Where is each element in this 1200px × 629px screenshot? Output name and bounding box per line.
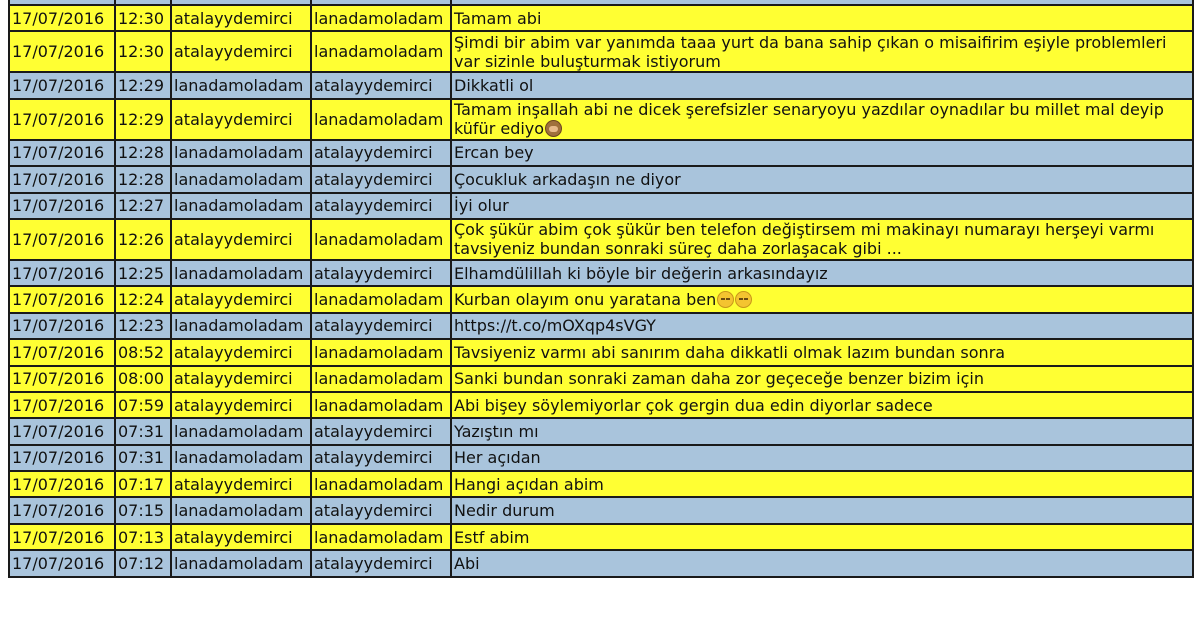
- recipient-cell: lanadamoladam: [311, 392, 451, 418]
- date-cell: 17/07/2016: [9, 31, 115, 72]
- message-cell: [451, 550, 1193, 576]
- message-text: Yazıştın mı: [454, 421, 539, 441]
- table-row: [9, 140, 1193, 166]
- message-text: Elhamdülillah ki böyle bir değerin arkasındayız: [454, 263, 828, 283]
- recipient-cell: lanadamoladam: [311, 219, 451, 260]
- table-row: [9, 497, 1193, 523]
- sender-cell: atalayydemirci: [171, 99, 311, 140]
- date-cell: 17/07/2016: [9, 5, 115, 31]
- recipient-cell: atalayydemirci: [311, 140, 451, 166]
- time-cell: 12:28: [115, 140, 171, 166]
- sender-cell: lanadamoladam: [171, 166, 311, 192]
- time-cell: 12:29: [115, 72, 171, 98]
- table-row: [9, 392, 1193, 418]
- sender-cell: lanadamoladam: [171, 72, 311, 98]
- recipient-cell: atalayydemirci: [311, 445, 451, 471]
- date-cell: 17/07/2016: [9, 524, 115, 550]
- recipient-cell: lanadamoladam: [311, 471, 451, 497]
- table-row: [9, 471, 1193, 497]
- recipient-cell: atalayydemirci: [311, 497, 451, 523]
- message-cell: [451, 313, 1193, 339]
- message-cell: [451, 193, 1193, 219]
- date-cell: 17/07/2016: [9, 550, 115, 576]
- message-text: Sanki bundan sonraki zaman daha zor geçeceğe benzer bizim için: [454, 369, 984, 389]
- message-cell: [451, 392, 1193, 418]
- message-cell: [451, 366, 1193, 392]
- time-cell: 12:23: [115, 313, 171, 339]
- table-row: [9, 72, 1193, 98]
- sender-cell: atalayydemirci: [171, 392, 311, 418]
- table-row: [9, 339, 1193, 365]
- message-cell: [451, 72, 1193, 98]
- sender-cell: atalayydemirci: [171, 31, 311, 72]
- table-row: [9, 193, 1193, 219]
- recipient-cell: lanadamoladam: [311, 339, 451, 365]
- date-cell: 17/07/2016: [9, 193, 115, 219]
- sender-cell: lanadamoladam: [171, 445, 311, 471]
- table-row: [9, 418, 1193, 444]
- message-text: Abi bişey söylemiyorlar çok gergin dua edin diyorlar sadece: [454, 395, 933, 415]
- date-cell: 17/07/2016: [9, 366, 115, 392]
- table-row: [9, 99, 1193, 140]
- time-cell: 07:31: [115, 418, 171, 444]
- recipient-cell: atalayydemirci: [311, 72, 451, 98]
- time-cell: 08:00: [115, 366, 171, 392]
- time-cell: 12:29: [115, 99, 171, 140]
- table-row: [9, 31, 1193, 72]
- date-cell: 17/07/2016: [9, 99, 115, 140]
- message-log-body: [9, 0, 1193, 577]
- recipient-cell: atalayydemirci: [311, 313, 451, 339]
- message-cell: [451, 31, 1193, 72]
- table-row: [9, 445, 1193, 471]
- sender-cell: atalayydemirci: [171, 219, 311, 260]
- date-cell: 17/07/2016: [9, 392, 115, 418]
- sender-cell: lanadamoladam: [171, 260, 311, 286]
- table-row: [9, 166, 1193, 192]
- message-cell: [451, 497, 1193, 523]
- table-row: [9, 550, 1193, 576]
- unamused-face-icon: [735, 291, 752, 308]
- message-cell: [451, 260, 1193, 286]
- message-log-table: [8, 0, 1194, 578]
- date-cell: 17/07/2016: [9, 72, 115, 98]
- sender-cell: atalayydemirci: [171, 471, 311, 497]
- sender-cell: atalayydemirci: [171, 5, 311, 31]
- date-cell: 17/07/2016: [9, 286, 115, 312]
- table-row: [9, 260, 1193, 286]
- time-cell: 08:52: [115, 339, 171, 365]
- message-cell: [451, 524, 1193, 550]
- message-text: Estf abim: [454, 527, 530, 547]
- sender-cell: lanadamoladam: [171, 313, 311, 339]
- message-cell: [451, 339, 1193, 365]
- recipient-cell: atalayydemirci: [311, 260, 451, 286]
- message-cell: [451, 5, 1193, 31]
- message-text: Şimdi bir abim var yanımda taaa yurt da bana sahip çıkan o misaifirim eşiyle problemleri var sizinle buluşturmak istiyorum: [454, 32, 1167, 71]
- sender-cell: lanadamoladam: [171, 140, 311, 166]
- message-cell: [451, 418, 1193, 444]
- message-text: Çok şükür abim çok şükür ben telefon değiştirsem mi makinayı numarayı herşeyi varmı tavsiyeniz bundan sonraki süreç daha zorlaşacak gibi ...: [454, 220, 1155, 259]
- message-cell: [451, 219, 1193, 260]
- sender-cell: atalayydemirci: [171, 286, 311, 312]
- time-cell: 12:24: [115, 286, 171, 312]
- message-text: Dikkatli ol: [454, 76, 534, 96]
- date-cell: 17/07/2016: [9, 418, 115, 444]
- date-cell: 17/07/2016: [9, 497, 115, 523]
- date-cell: 17/07/2016: [9, 140, 115, 166]
- recipient-cell: atalayydemirci: [311, 418, 451, 444]
- table-row: [9, 219, 1193, 260]
- message-text: https://t.co/mOXqp4sVGY: [454, 316, 656, 336]
- time-cell: 07:15: [115, 497, 171, 523]
- message-text: Hangi açıdan abim: [454, 474, 604, 494]
- sender-cell: lanadamoladam: [171, 550, 311, 576]
- time-cell: 12:25: [115, 260, 171, 286]
- date-cell: 17/07/2016: [9, 313, 115, 339]
- message-cell: [451, 445, 1193, 471]
- sender-cell: atalayydemirci: [171, 339, 311, 365]
- recipient-cell: lanadamoladam: [311, 286, 451, 312]
- time-cell: 12:30: [115, 5, 171, 31]
- message-text: Her açıdan: [454, 448, 541, 468]
- message-text: Çocukluk arkadaşın ne diyor: [454, 169, 681, 189]
- recipient-cell: atalayydemirci: [311, 193, 451, 219]
- unamused-face-icon: [717, 291, 734, 308]
- message-cell: [451, 99, 1193, 140]
- recipient-cell: atalayydemirci: [311, 550, 451, 576]
- message-text: Ercan bey: [454, 143, 534, 163]
- time-cell: 12:26: [115, 219, 171, 260]
- message-text: Abi: [454, 553, 480, 573]
- recipient-cell: lanadamoladam: [311, 524, 451, 550]
- message-text: Tavsiyeniz varmı abi sanırım daha dikkatli olmak lazım bundan sonra: [454, 342, 1006, 362]
- sender-cell: atalayydemirci: [171, 366, 311, 392]
- table-row: [9, 366, 1193, 392]
- sender-cell: lanadamoladam: [171, 497, 311, 523]
- recipient-cell: lanadamoladam: [311, 5, 451, 31]
- date-cell: 17/07/2016: [9, 471, 115, 497]
- table-row: [9, 313, 1193, 339]
- message-cell: [451, 140, 1193, 166]
- date-cell: 17/07/2016: [9, 445, 115, 471]
- sender-cell: lanadamoladam: [171, 418, 311, 444]
- sender-cell: lanadamoladam: [171, 193, 311, 219]
- recipient-cell: lanadamoladam: [311, 99, 451, 140]
- date-cell: 17/07/2016: [9, 339, 115, 365]
- table-row: [9, 524, 1193, 550]
- date-cell: 17/07/2016: [9, 260, 115, 286]
- message-cell: [451, 471, 1193, 497]
- see-no-evil-monkey-icon: [545, 120, 562, 137]
- message-text: Nedir durum: [454, 501, 555, 521]
- recipient-cell: lanadamoladam: [311, 31, 451, 72]
- time-cell: 07:31: [115, 445, 171, 471]
- table-row: [9, 286, 1193, 312]
- message-text: Kurban olayım onu yaratana ben: [454, 290, 717, 310]
- time-cell: 12:27: [115, 193, 171, 219]
- message-cell: [451, 166, 1193, 192]
- message-text: İyi olur: [454, 196, 509, 216]
- date-cell: 17/07/2016: [9, 166, 115, 192]
- message-cell: [451, 286, 1193, 312]
- table-row: [9, 5, 1193, 31]
- date-cell: 17/07/2016: [9, 219, 115, 260]
- time-cell: 07:59: [115, 392, 171, 418]
- time-cell: 07:17: [115, 471, 171, 497]
- message-text: Tamam abi: [454, 8, 542, 28]
- sender-cell: atalayydemirci: [171, 524, 311, 550]
- recipient-cell: atalayydemirci: [311, 166, 451, 192]
- time-cell: 07:13: [115, 524, 171, 550]
- time-cell: 12:28: [115, 166, 171, 192]
- time-cell: 07:12: [115, 550, 171, 576]
- recipient-cell: lanadamoladam: [311, 366, 451, 392]
- time-cell: 12:30: [115, 31, 171, 72]
- message-text: Tamam inşallah abi ne dicek şerefsizler senaryoyu yazdılar oynadılar bu millet mal deyip küfür ediyo: [454, 100, 1164, 139]
